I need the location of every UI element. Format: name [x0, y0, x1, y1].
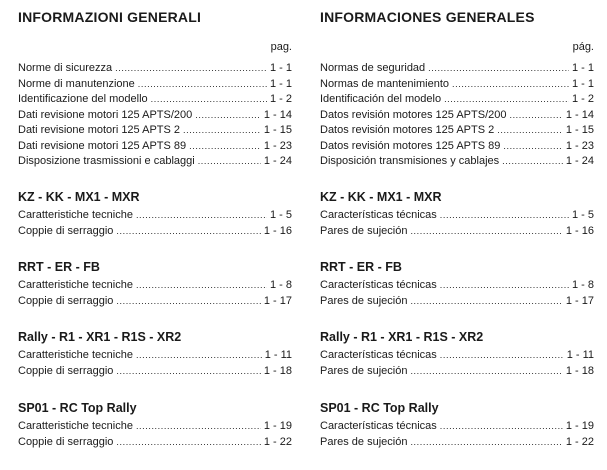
entry-label: Características técnicas: [320, 349, 437, 361]
toc-entry[interactable]: [18, 139, 292, 155]
entry-page: 1 - 24: [565, 155, 594, 167]
entry-page: 1 - 16: [263, 224, 292, 237]
toc-entry[interactable]: [18, 224, 292, 240]
entry-label: Dati revisione motori 125 APTS/200: [18, 108, 193, 121]
dot-leader: [116, 435, 260, 451]
entry-page: 1 - 14: [263, 108, 292, 121]
toc-entry[interactable]: [320, 108, 594, 124]
entry-page: 1 - 15: [565, 124, 594, 136]
section-title: RRT - ER - FB: [18, 260, 100, 274]
entry-label: Características técnicas: [320, 279, 437, 291]
dot-leader: [410, 364, 562, 380]
entry-page: 1 - 15: [263, 124, 292, 136]
entry-page: 1 - 22: [565, 435, 594, 448]
toc-entry[interactable]: [18, 348, 292, 364]
toc-section: [320, 400, 594, 450]
entry-page: 1 - 5: [571, 209, 594, 221]
toc-entry[interactable]: [18, 77, 292, 93]
dot-leader: [410, 435, 562, 451]
dot-leader: [151, 92, 267, 108]
dot-leader: [440, 208, 569, 224]
dot-leader: [502, 154, 563, 170]
dot-leader: [183, 123, 261, 139]
dot-leader: [116, 364, 260, 380]
toc-entry[interactable]: [18, 154, 292, 170]
entry-page: 1 - 18: [565, 364, 594, 377]
toc-entry[interactable]: [18, 123, 292, 139]
toc-entry[interactable]: [320, 77, 594, 93]
dot-leader: [440, 278, 569, 294]
dot-leader: [136, 419, 261, 435]
entry-label: Caratteristiche tecniche: [18, 349, 133, 361]
entry-label: Caratteristiche tecniche: [18, 420, 133, 432]
toc-entry[interactable]: [18, 61, 292, 77]
toc-entry[interactable]: [320, 419, 594, 435]
toc-section: [18, 189, 292, 239]
entry-page: 1 - 1: [269, 62, 292, 74]
general-entries: [18, 61, 292, 170]
entry-label: Coppie di serraggio: [18, 435, 114, 448]
entry-label: Datos revisión motores 125 APTS/200: [320, 108, 507, 121]
entry-label: Identificación del modelo: [320, 93, 442, 105]
toc-entry[interactable]: [18, 435, 292, 451]
entry-label: Disposición transmisiones y cablajes: [320, 155, 500, 167]
entry-page: 1 - 22: [263, 435, 292, 448]
dot-leader: [410, 294, 562, 310]
entry-label: Pares de sujeción: [320, 224, 408, 237]
toc-entry[interactable]: [320, 435, 594, 451]
column-title: INFORMACIONES GENERALES: [320, 9, 535, 25]
toc-entry[interactable]: [320, 123, 594, 139]
toc-entry[interactable]: [320, 224, 594, 240]
toc-entry[interactable]: [18, 278, 292, 294]
dot-leader: [440, 348, 564, 364]
entry-page: 1 - 19: [565, 420, 594, 432]
dot-leader: [509, 108, 562, 124]
toc-entry[interactable]: [320, 61, 594, 77]
toc-entry[interactable]: [320, 154, 594, 170]
section-title: KZ - KK - MX1 - MXR: [320, 190, 442, 204]
entry-page: 1 - 1: [571, 77, 594, 90]
entry-page: 1 - 1: [269, 77, 292, 90]
entry-label: Dati revisione motori 125 APTS 89: [18, 139, 187, 152]
dot-leader: [195, 108, 261, 124]
entry-label: Norme di manutenzione: [18, 77, 135, 90]
toc-entry[interactable]: [18, 208, 292, 224]
section-title: Rally - R1 - XR1 - R1S - XR2: [320, 330, 484, 344]
section-title: KZ - KK - MX1 - MXR: [18, 190, 140, 204]
toc-section: [18, 329, 292, 379]
entry-page: 1 - 11: [566, 349, 594, 361]
general-entries: [320, 61, 594, 170]
entry-page: 1 - 19: [263, 420, 292, 432]
entry-label: Coppie di serraggio: [18, 294, 114, 307]
entry-page: 1 - 2: [269, 93, 292, 105]
entry-label: Características técnicas: [320, 209, 437, 221]
toc-section: [320, 329, 594, 379]
section-title: RRT - ER - FB: [320, 260, 402, 274]
dot-leader: [444, 92, 569, 108]
entry-label: Pares de sujeción: [320, 435, 408, 448]
entry-label: Normas de mantenimiento: [320, 77, 450, 90]
dot-leader: [440, 419, 563, 435]
toc-entry[interactable]: [18, 364, 292, 380]
dot-leader: [503, 139, 562, 155]
dot-leader: [189, 139, 261, 155]
entry-label: Identificazione del modello: [18, 93, 148, 105]
entry-page: 1 - 23: [565, 139, 594, 152]
entry-page: 1 - 17: [263, 294, 292, 307]
entry-page: 1 - 24: [263, 155, 292, 167]
entry-page: 1 - 18: [263, 364, 292, 377]
toc-entry[interactable]: [320, 348, 594, 364]
entry-page: 1 - 5: [269, 209, 292, 221]
toc-entry[interactable]: [320, 139, 594, 155]
entry-label: Normas de seguridad: [320, 62, 426, 74]
entry-label: Norme di sicurezza: [18, 62, 113, 74]
section-title: Rally - R1 - XR1 - R1S - XR2: [18, 330, 182, 344]
toc-section: [320, 189, 594, 239]
entry-label: Pares de sujeción: [320, 294, 408, 307]
toc-entry[interactable]: [320, 208, 594, 224]
entry-label: Coppie di serraggio: [18, 224, 114, 237]
toc-entry[interactable]: [320, 294, 594, 310]
dot-leader: [138, 77, 267, 93]
column-title: INFORMAZIONI GENERALI: [18, 9, 202, 25]
section-title: SP01 - RC Top Rally: [320, 401, 439, 415]
section-title: SP01 - RC Top Rally: [18, 401, 137, 415]
page-column-label: pág.: [572, 41, 594, 53]
entry-label: Coppie di serraggio: [18, 364, 114, 377]
dot-leader: [136, 208, 267, 224]
entry-page: 1 - 11: [264, 349, 292, 361]
toc-section: [18, 259, 292, 309]
dot-leader: [198, 154, 261, 170]
entry-label: Disposizione trasmissioni e cablaggi: [18, 155, 195, 167]
toc-entry[interactable]: [320, 364, 594, 380]
entry-page: 1 - 1: [571, 62, 594, 74]
toc-section: [18, 400, 292, 450]
entry-page: 1 - 8: [269, 279, 292, 291]
toc-entry[interactable]: [320, 278, 594, 294]
entry-page: 1 - 14: [565, 108, 594, 121]
toc-entry[interactable]: [18, 92, 292, 108]
entry-label: Datos revisión motores 125 APTS 89: [320, 139, 501, 152]
dot-leader: [115, 61, 267, 77]
page-column-label: pag.: [270, 41, 292, 53]
toc-entry[interactable]: [18, 294, 292, 310]
entry-page: 1 - 23: [263, 139, 292, 152]
toc-section: [320, 259, 594, 309]
entry-label: Características técnicas: [320, 420, 437, 432]
entry-label: Pares de sujeción: [320, 364, 408, 377]
entry-label: Caratteristiche tecniche: [18, 209, 133, 221]
dot-leader: [136, 278, 267, 294]
toc-entry[interactable]: [18, 419, 292, 435]
entry-page: 1 - 2: [571, 93, 594, 105]
entry-page: 1 - 16: [565, 224, 594, 237]
dot-leader: [116, 294, 260, 310]
entry-page: 1 - 8: [571, 279, 594, 291]
dot-leader: [136, 348, 262, 364]
toc-entry[interactable]: [320, 92, 594, 108]
toc-entry[interactable]: [18, 108, 292, 124]
entry-label: Datos revisión motores 125 APTS 2: [320, 124, 495, 136]
entry-label: Dati revisione motori 125 APTS 2: [18, 124, 181, 136]
dot-leader: [410, 224, 562, 240]
entry-page: 1 - 17: [565, 294, 594, 307]
dot-leader: [428, 61, 569, 77]
dot-leader: [116, 224, 260, 240]
dot-leader: [497, 123, 563, 139]
dot-leader: [452, 77, 569, 93]
entry-label: Caratteristiche tecniche: [18, 279, 133, 291]
